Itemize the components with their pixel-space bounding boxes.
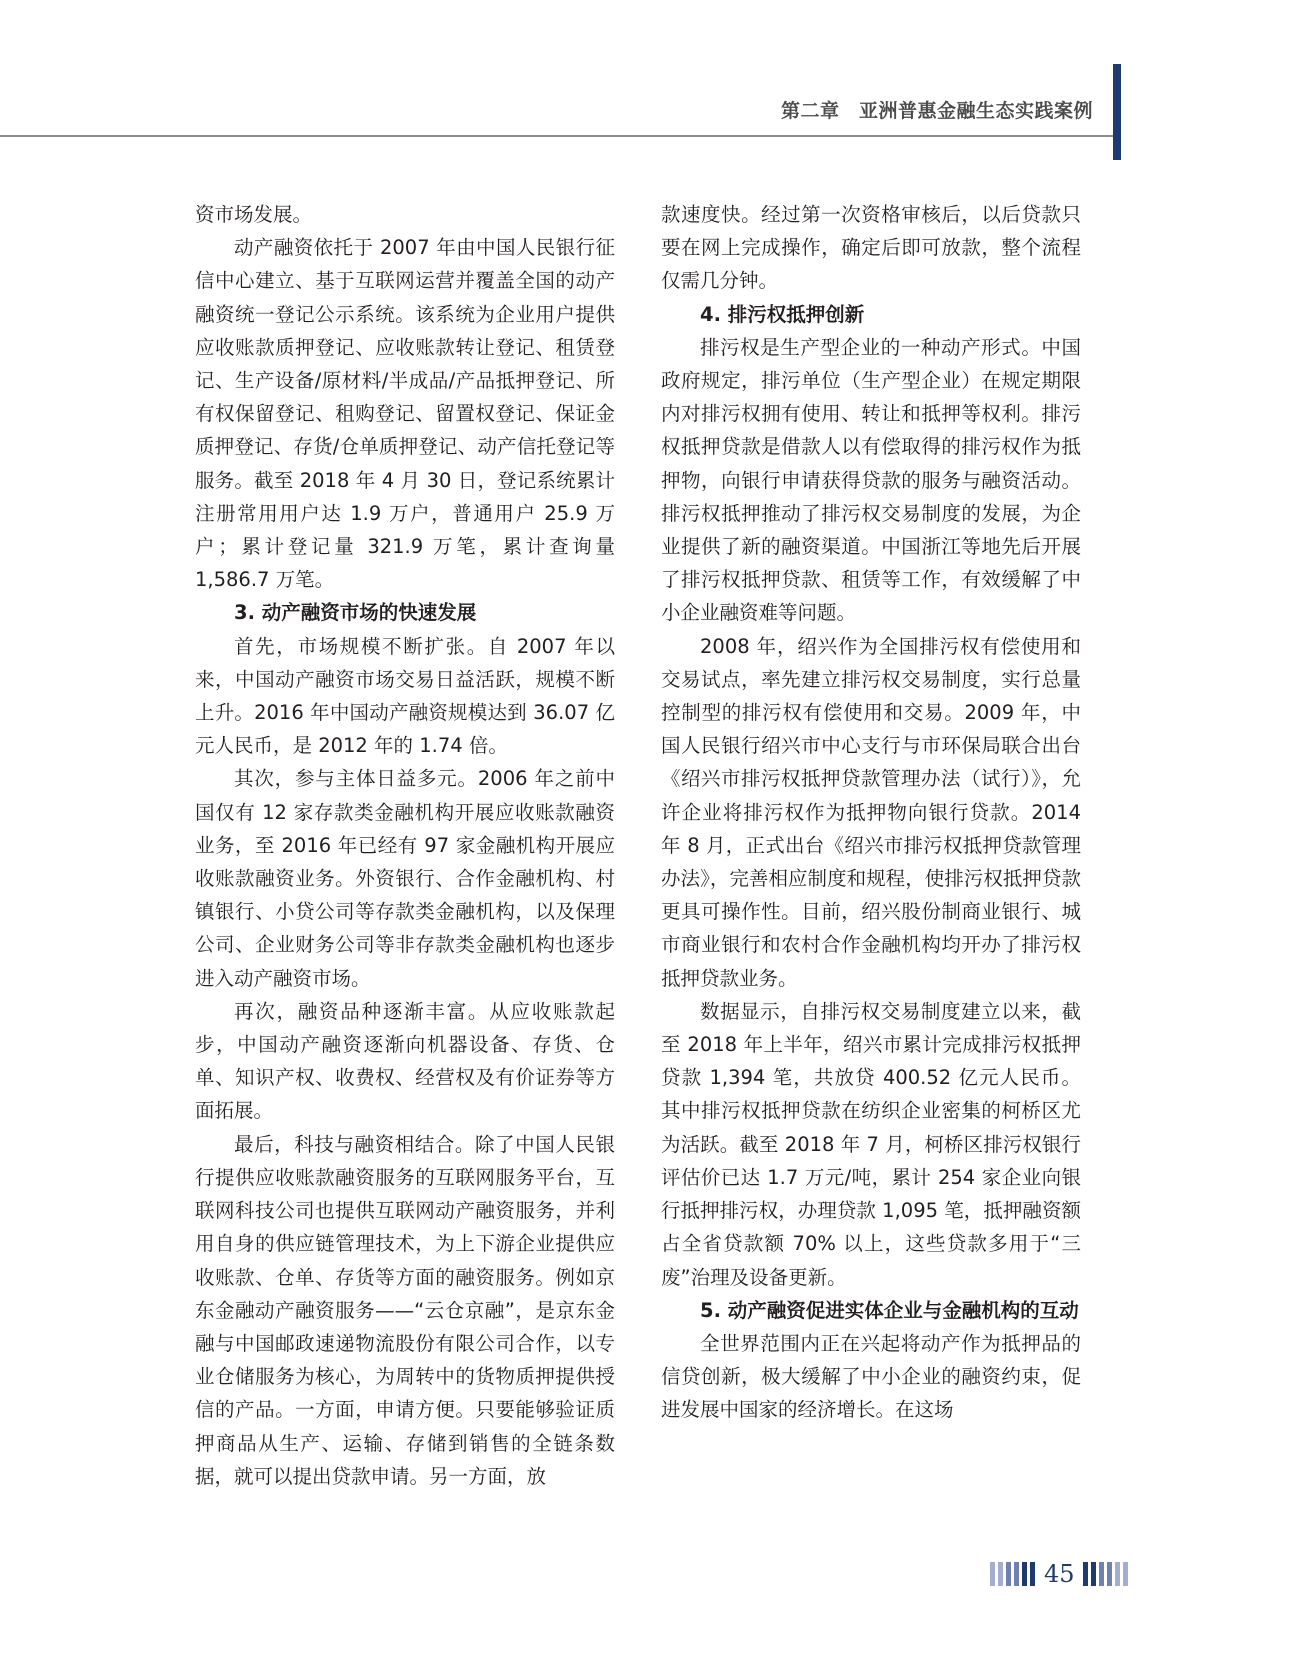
page-number: 45 — [1044, 1560, 1075, 1588]
paragraph: 数据显示，自排污权交易制度建立以来，截至 2018 年上半年，绍兴市累计完成排污权抵押贷款 1,394 笔，共放贷 400.52 亿元人民币。其中排污权抵押贷款在纺织企业密集的柯桥区尤为活跃。截至 2018 年 7 月，柯桥区排污权银行评估价已达 1.7 万元/吨，累计 254 家企业向银行抵押排污权，办理贷款 1,095 笔，抵押融资额占全省贷款额 70% 以上，这些贷款多用于“三废”治理及设备更新。 — [661, 999, 1081, 1289]
footer-stripe — [1107, 1562, 1112, 1586]
footer-stripe — [1006, 1562, 1011, 1586]
paragraph: 全世界范围内正在兴起将动产作为抵押品的信贷创新，极大缓解了中小企业的融资约束，促进发展中国家的经济增长。在这场 — [661, 1331, 1081, 1422]
footer-stripe — [1115, 1562, 1120, 1586]
paragraph: 最后，科技与融资相结合。除了中国人民银行提供应收账款融资服务的互联网服务平台，互联网科技公司也提供互联网动产融资服务，并利用自身的供应链管理技术，为上下游企业提供应收账款、仓单、存货等方面的融资服务。例如京东金融动产融资服务——“云仓京融”，是京东金融与中国邮政速递物流股份有限公司合作，以专业仓储服务为核心，为周转中的货物质押提供授信的产品。一方面，申请方便。只要能够验证质押商品从生产、运输、存储到销售的全链条数据，就可以提出贷款申请。另一方面，放 — [195, 1132, 615, 1488]
footer-stripe — [990, 1562, 995, 1586]
section-heading: 5. 动产融资促进实体企业与金融机构的互动 — [700, 1298, 1079, 1322]
header-rule — [0, 135, 1113, 137]
right-column — [661, 198, 1081, 1427]
header-accent-bar — [1113, 64, 1121, 160]
paragraph: 首先，市场规模不断扩张。自 2007 年以来，中国动产融资市场交易日益活跃，规模不断上升。2016 年中国动产融资规模达到 36.07 亿元人民币，是 2012 年的 1.74 倍。 — [195, 634, 615, 758]
page-footer — [990, 1560, 1131, 1588]
footer-stripe — [1083, 1562, 1088, 1586]
footer-stripe — [1099, 1562, 1104, 1586]
left-column — [195, 198, 615, 1493]
paragraph: 再次，融资品种逐渐丰富。从应收账款起步，中国动产融资逐渐向机器设备、存货、仓单、知识产权、收费权、经营权及有价证券等方面拓展。 — [195, 999, 615, 1123]
paragraph: 动产融资依托于 2007 年由中国人民银行征信中心建立、基于互联网运营并覆盖全国的动产融资统一登记公示系统。该系统为企业用户提供应收账款质押登记、应收账款转让登记、租赁登记、生产设备/原材料/半成品/产品抵押登记、所有权保留登记、租购登记、留置权登记、保证金质押登记、存货/仓单质押登记、动产信托登记等服务。截至 2018 年 4 月 30 日，登记系统累计注册常用用户达 1.9 万户，普通用户 25.9 万户；累计登记量 321.9 万笔，累计查询量 1,586.7 万笔。 — [195, 236, 615, 592]
section-heading: 4. 排污权抵押创新 — [700, 302, 865, 326]
section-heading: 3. 动产融资市场的快速发展 — [234, 601, 477, 625]
paragraph: 排污权是生产型企业的一种动产形式。中国政府规定，排污单位（生产型企业）在规定期限内对排污权拥有使用、转让和抵押等权利。排污权抵押贷款是借款人以有偿取得的排污权作为抵押物，向银行申请获得贷款的服务与融资活动。排污权抵押推动了排污权交易制度的发展，为企业提供了新的融资渠道。中国浙江等地先后开展了排污权抵押贷款、租赁等工作，有效缓解了中小企业融资难等问题。 — [661, 335, 1081, 625]
paragraph: 2008 年，绍兴作为全国排污权有偿使用和交易试点，率先建立排污权交易制度，实行总量控制型的排污权有偿使用和交易。2009 年，中国人民银行绍兴市中心支行与市环保局联合出台《绍兴市排污权抵押贷款管理办法（试行）》，允许企业将排污权作为抵押物向银行贷款。2014 年 8 月，正式出台《绍兴市排污权抵押贷款管理办法》，完善相应制度和规程，使排污权抵押贷款更具可操作性。目前，绍兴股份制商业银行、城市商业银行和农村合作金融机构均开办了排污权抵押贷款业务。 — [661, 634, 1081, 990]
paragraph: 其次，参与主体日益多元。2006 年之前中国仅有 12 家存款类金融机构开展应收账款融资业务，至 2016 年已经有 97 家金融机构开展应收账款融资业务。外资银行、合作金融机构、村镇银行、小贷公司等存款类金融机构，以及保理公司、企业财务公司等非存款类金融机构也逐步进入动产融资市场。 — [195, 767, 615, 990]
footer-stripes-left — [990, 1562, 1038, 1586]
footer-stripe — [1030, 1562, 1035, 1586]
footer-stripe — [1123, 1562, 1128, 1586]
footer-stripe — [1022, 1562, 1027, 1586]
footer-stripe — [1014, 1562, 1019, 1586]
paragraph: 款速度快。经过第一次资格审核后，以后贷款只要在网上完成操作，确定后即可放款，整个流程仅需几分钟。 — [661, 203, 1081, 293]
footer-stripe — [1091, 1562, 1096, 1586]
footer-stripes-right — [1083, 1562, 1131, 1586]
footer-stripe — [998, 1562, 1003, 1586]
chapter-header-title: 第二章 亚洲普惠金融生态实践案例 — [780, 100, 1093, 122]
paragraph: 资市场发展。 — [195, 203, 313, 226]
